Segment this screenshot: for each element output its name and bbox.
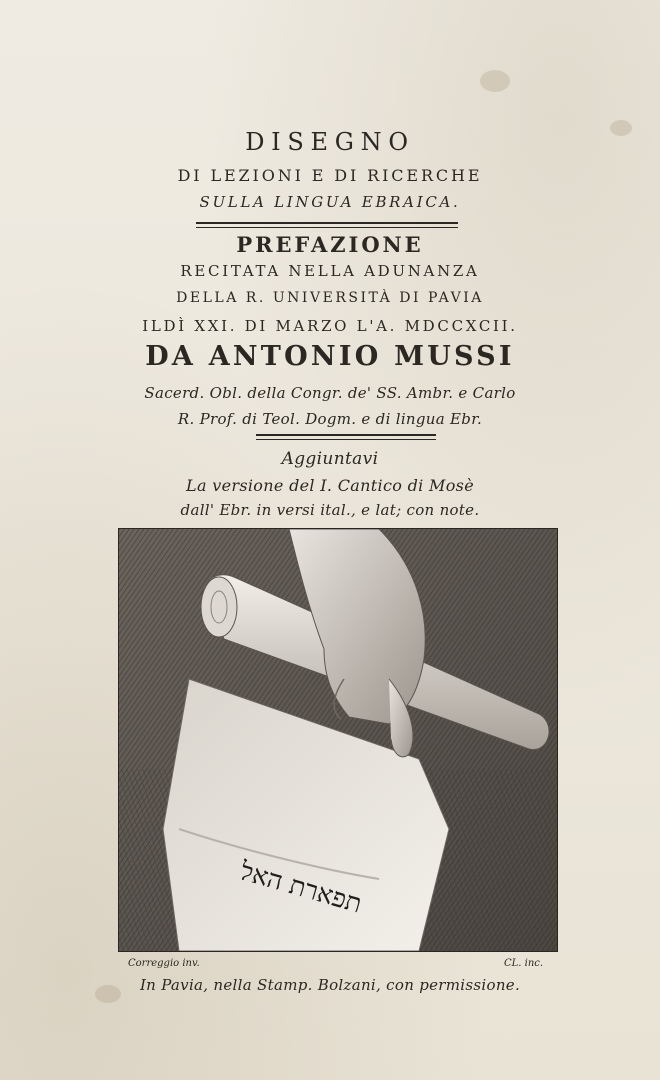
addition-line-2: dall' Ebr. in versi ital., e lat; con note. — [180, 501, 480, 519]
author-role-2: R. Prof. di Teol. Dogm. e di lingua Ebr. — [177, 410, 483, 428]
addition-heading: Aggiuntavi — [281, 449, 379, 469]
credit-left: Correggio inv. — [128, 958, 200, 969]
hand-holding-scroll-illustration — [119, 529, 557, 951]
date-line: ILDÌ XXI. DI MARZO L'A. MDCCXCII. — [142, 317, 518, 335]
divider-rule — [256, 434, 436, 436]
addition-line-1: La versione del I. Cantico di Mosè — [186, 476, 474, 495]
preface-heading: PREFAZIONE — [236, 232, 424, 257]
author-role-1: Sacerd. Obl. della Congr. de' SS. Ambr. e Carlo — [144, 384, 516, 402]
divider-rule — [256, 439, 436, 440]
recited-line-1: RECITATA NELLA ADUNANZA — [180, 262, 480, 280]
imprint-line: In Pavia, nella Stamp. Bolzani, con permissione. — [139, 976, 521, 994]
engraving-illustration — [118, 528, 558, 952]
author-name: DA ANTONIO MUSSI — [145, 341, 515, 372]
subtitle-line-1: DI LEZIONI E DI RICERCHE — [177, 166, 483, 185]
divider-rule — [196, 222, 458, 224]
recited-line-2: DELLA R. UNIVERSITÀ DI PAVIA — [176, 290, 484, 306]
subtitle-line-2: SULLA LINGUA EBRAICA. — [199, 193, 461, 211]
paper-stain — [480, 70, 510, 92]
scroll-hebrew-text: תפארת האל — [236, 856, 366, 920]
page-title: DISEGNO — [245, 128, 415, 156]
divider-rule — [196, 227, 458, 228]
credit-right: CL. inc. — [504, 958, 544, 969]
